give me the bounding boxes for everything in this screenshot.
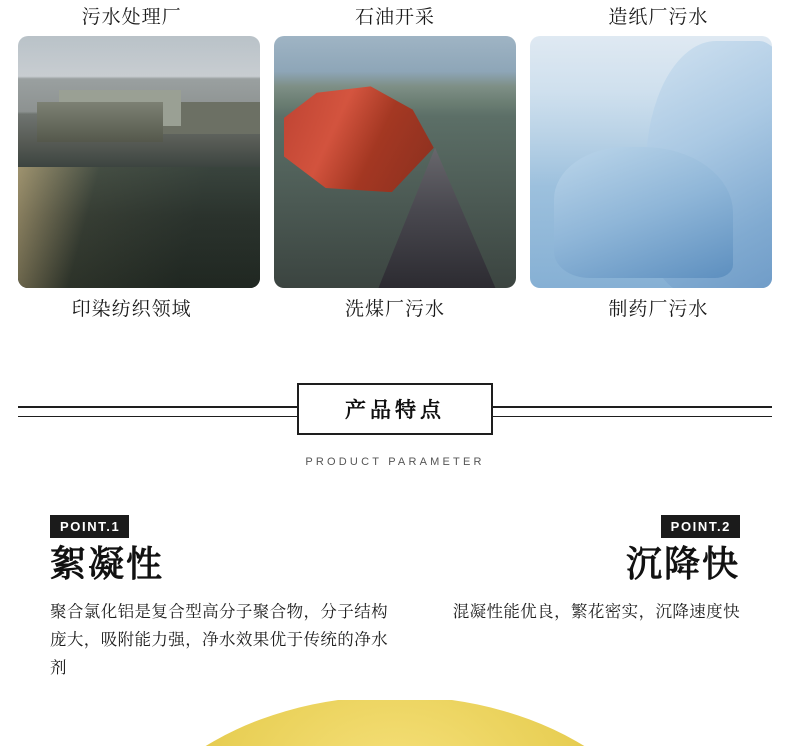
application-gallery — [0, 0, 790, 322]
feature-point-1 — [50, 515, 390, 682]
gallery-top-labels — [0, 0, 790, 36]
photo-oil-mining — [274, 36, 516, 288]
photo-liquid-product — [0, 700, 790, 746]
section-header — [0, 378, 790, 488]
point-1-tag: POINT.1 — [50, 515, 129, 538]
gallery-label-top-3: 造纸厂污水 — [608, 6, 709, 28]
point-2-body: 混凝性能优良，繁花密实，沉降速度快 — [452, 602, 740, 621]
point-1-heading: 絮凝性 — [50, 544, 165, 585]
point-2-tag: POINT.2 — [661, 515, 740, 538]
photo-wastewater-plant — [18, 36, 260, 288]
liquid-drop-shape — [110, 700, 680, 746]
feature-points — [0, 515, 790, 705]
gallery-label-bottom-3: 制药厂污水 — [608, 298, 709, 320]
gallery-label-bottom-1: 印染纺织领域 — [71, 298, 192, 320]
photo-pharmaceutical-lab — [530, 36, 772, 288]
feature-point-2 — [400, 515, 740, 626]
gallery-bottom-labels — [0, 288, 790, 322]
gallery-label-top-1: 污水处理厂 — [81, 6, 182, 28]
gallery-images — [0, 36, 790, 288]
point-2-heading: 沉降快 — [625, 544, 740, 585]
section-title: 产品特点 — [345, 398, 445, 422]
section-subtitle: PRODUCT PARAMETER — [305, 456, 485, 468]
section-title-box — [297, 383, 493, 435]
point-1-body: 聚合氯化铝是复合型高分子聚合物，分子结构庞大，吸附能力强，净水效果优于传统的净水剂 — [50, 602, 388, 677]
gallery-label-bottom-2: 洗煤厂污水 — [344, 298, 445, 320]
gallery-label-top-2: 石油开采 — [354, 6, 435, 28]
